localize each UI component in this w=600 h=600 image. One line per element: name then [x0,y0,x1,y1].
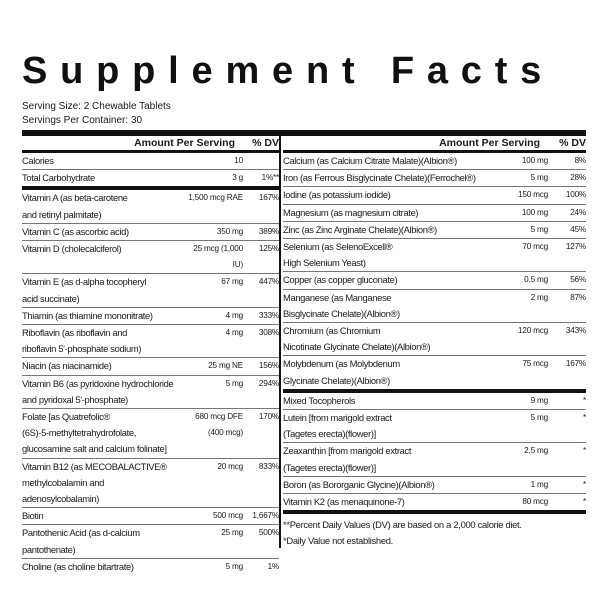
nutrient-row [283,187,586,204]
nutrient-amount: 5 mg [225,378,243,388]
nutrient-dv: 127% [565,242,586,252]
nutrient-dv: 1% [267,561,279,571]
header-amount: Amount Per Serving [439,137,540,149]
nutrient-name: Calcium (as Calcium Citrate Malate)(Albion®) [283,155,457,166]
nutrient-dv: 125% [258,244,279,254]
footnotes [283,514,586,549]
nutrient-dv: 308% [258,328,279,338]
nutrient-row [22,190,279,223]
label-title: Supplement Facts [22,50,555,92]
nutrient-row [22,325,279,358]
nutrient-amount: 5 mg [225,561,243,571]
right-nutrient-table [283,136,586,550]
header-dv: % DV [252,137,279,149]
nutrient-dv: 28% [570,173,586,183]
nutrient-dv: 333% [258,310,279,320]
nutrient-name: Chromium (as Chromium Nicotinate Glycinate Chelate)(Albion®) [283,325,431,353]
nutrient-dv: 389% [258,226,279,236]
nutrient-amount: 2 mg [530,292,548,302]
nutrient-dv: 87% [570,292,586,302]
nutrient-amount: 150 mcg [517,190,548,200]
nutrient-row [22,525,279,558]
nutrient-dv: 24% [570,207,586,217]
nutrient-row [22,508,279,525]
nutrient-amount: 5 mg [530,413,548,423]
nutrient-dv: 1%** [261,173,279,183]
nutrient-name: Vitamin C (as ascorbic acid) [22,225,129,237]
nutrient-row [283,356,586,392]
nutrient-name: Molybdenum (as Molybdenum Glycinate Chelate)(Albion®) [283,358,400,386]
nutrient-dv: 833% [258,461,279,471]
nutrient-name: Selenium (as SelenoExcell® High Selenium Yeast) [283,241,393,269]
nutrient-name: Iodine (as potassium iodide) [283,189,391,201]
nutrient-name: Boron (as Bororganic Glycine)(Albion®) [283,478,435,490]
nutrient-name: Copper (as copper gluconate) [283,274,398,286]
nutrient-row [22,409,279,459]
nutrient-dv: 56% [570,275,586,285]
nutrient-name: Vitamin D (cholecalciferol) [22,243,122,255]
nutrient-row [22,170,279,190]
table-header [22,136,279,153]
nutrient-dv: * [583,395,586,405]
nutrient-name: Lutein [from marigold extract (Tagetes erecta)(flower)] [283,412,392,440]
nutrient-row [283,410,586,443]
nutrient-row [22,224,279,241]
nutrient-dv: 167% [258,193,279,203]
nutrient-amount: 25 mg [221,528,243,538]
nutrient-amount: 100 mg [521,156,548,165]
header-dv: % DV [559,137,586,149]
table-header [283,136,586,153]
nutrient-row [22,459,279,509]
nutrient-row [22,241,279,274]
nutrient-name: Vitamin B6 (as pyridoxine hydrochloride and pyridoxal 5'-phosphate) [22,377,174,405]
nutrient-row [22,358,279,375]
nutrient-amount: 5 mg [530,224,548,234]
nutrient-dv: 45% [570,224,586,234]
nutrient-row [22,559,279,575]
nutrient-dv: 294% [258,378,279,388]
nutrient-amount: 3 g [232,173,243,183]
nutrient-amount: 67 mg [221,277,243,287]
nutrient-dv: * [583,497,586,507]
nutrient-name: Zinc (as Zinc Arginate Chelate)(Albion®) [283,223,437,235]
nutrient-amount: 4 mg [225,310,243,320]
nutrient-amount: 1,500 mcg RAE [188,193,243,203]
nutrient-amount: 70 mcg [522,242,548,252]
nutrient-row [283,272,586,289]
nutrient-dv: 447% [258,277,279,287]
nutrient-row [22,308,279,325]
nutrient-amount: 9 mg [530,395,548,405]
nutrient-dv: * [583,479,586,489]
nutrient-amount: 80 mcg [522,497,548,507]
nutrient-name: Biotin [22,510,44,522]
header-amount: Amount Per Serving [134,137,235,149]
nutrient-row [283,393,586,410]
nutrient-name: Zeaxanthin [from marigold extract (Tagetes erecta)(flower)] [283,445,412,473]
nutrient-name: Riboflavin (as riboflavin and riboflavin 5'-phosphate sodium) [22,327,142,355]
nutrient-row [283,239,586,272]
nutrient-name: Vitamin K2 (as menaquinone-7) [283,496,405,508]
nutrient-name: Magnesium (as magnesium citrate) [283,206,419,218]
footnote-dv: **Percent Daily Values (DV) are based on a 2,000 calorie diet. [283,519,522,531]
column-divider [279,136,281,548]
left-nutrient-table [22,136,279,575]
nutrient-amount: 20 mcg [217,461,243,471]
nutrient-name: Thiamin (as thiamine mononitrate) [22,309,153,321]
nutrient-amount: 10 [234,156,243,165]
nutrient-row [283,443,586,476]
nutrient-row [283,477,586,494]
nutrient-name: Total Carbohydrate [22,172,95,184]
nutrient-row [283,222,586,239]
nutrient-name: Calories [22,155,54,166]
nutrient-amount: 4 mg [225,328,243,338]
nutrient-name: Folate [as Quatrefolic® (6S)-5-methyltetrahydrofolate, glucosamine salt and calcium folinate] [22,411,167,455]
nutrient-amount: 350 mg [216,226,243,236]
nutrient-row [283,153,586,170]
footnote-not-established: *Daily Value not established. [283,535,393,547]
nutrient-amount: 5 mg [530,173,548,183]
nutrient-name: Pantothenic Acid (as d-calcium pantothenate) [22,527,140,555]
servings-per-container: Servings Per Container: 30 [22,115,143,126]
nutrient-amount: 100 mg [521,207,548,217]
nutrient-name: Niacin (as niacinamide) [22,360,112,372]
nutrient-amount: 2.5 mg [524,446,548,456]
nutrient-row [22,376,279,409]
nutrient-dv: 500% [258,528,279,538]
nutrient-name: Choline (as choline bitartrate) [22,560,134,572]
nutrient-amount: 500 mcg [212,511,243,521]
nutrient-row [283,494,586,514]
nutrient-amount: 1 mg [530,479,548,489]
nutrient-dv: * [583,446,586,456]
nutrient-dv: 100% [565,190,586,200]
nutrient-dv [243,153,279,169]
nutrient-name: Mixed Tocopherols [283,394,356,406]
nutrient-row [22,274,279,307]
nutrient-row [283,290,586,323]
nutrient-name: Iron (as Ferrous Bisglycinate Chelate)(Ferrochel®) [283,172,476,184]
nutrient-row [283,205,586,222]
nutrient-name: Vitamin E (as d-alpha tocopheryl acid succinate) [22,276,147,304]
nutrient-amount: 0.5 mg [524,275,548,285]
nutrient-dv: 167% [565,359,586,369]
nutrient-name: Vitamin B12 (as MECOBALACTIVE® methylcobalamin and adenosylcobalamin) [22,460,167,505]
nutrient-row [22,153,279,170]
nutrient-dv: 156% [258,361,279,371]
nutrient-amount: 75 mcg [522,359,548,369]
nutrient-row [283,170,586,187]
nutrient-dv: 1,667% [252,511,279,521]
nutrient-name: Vitamin A (as beta-carotene and retinyl palmitate) [22,192,128,220]
nutrient-amount: 120 mcg [517,326,548,336]
serving-size: Serving Size: 2 Chewable Tablets [22,101,171,112]
nutrient-dv: 343% [565,326,586,336]
nutrient-dv: * [583,413,586,423]
nutrient-amount: 25 mg NE [208,361,243,371]
nutrient-row [283,323,586,356]
nutrient-amount: 25 mcg (1,000 IU) [193,244,243,270]
nutrient-dv: 170% [258,412,279,422]
nutrient-name: Manganese (as Manganese Bisglycinate Chelate)(Albion®) [283,291,400,319]
nutrient-amount: 680 mcg DFE (400 mcg) [195,412,243,438]
nutrient-dv: 8% [574,156,586,165]
